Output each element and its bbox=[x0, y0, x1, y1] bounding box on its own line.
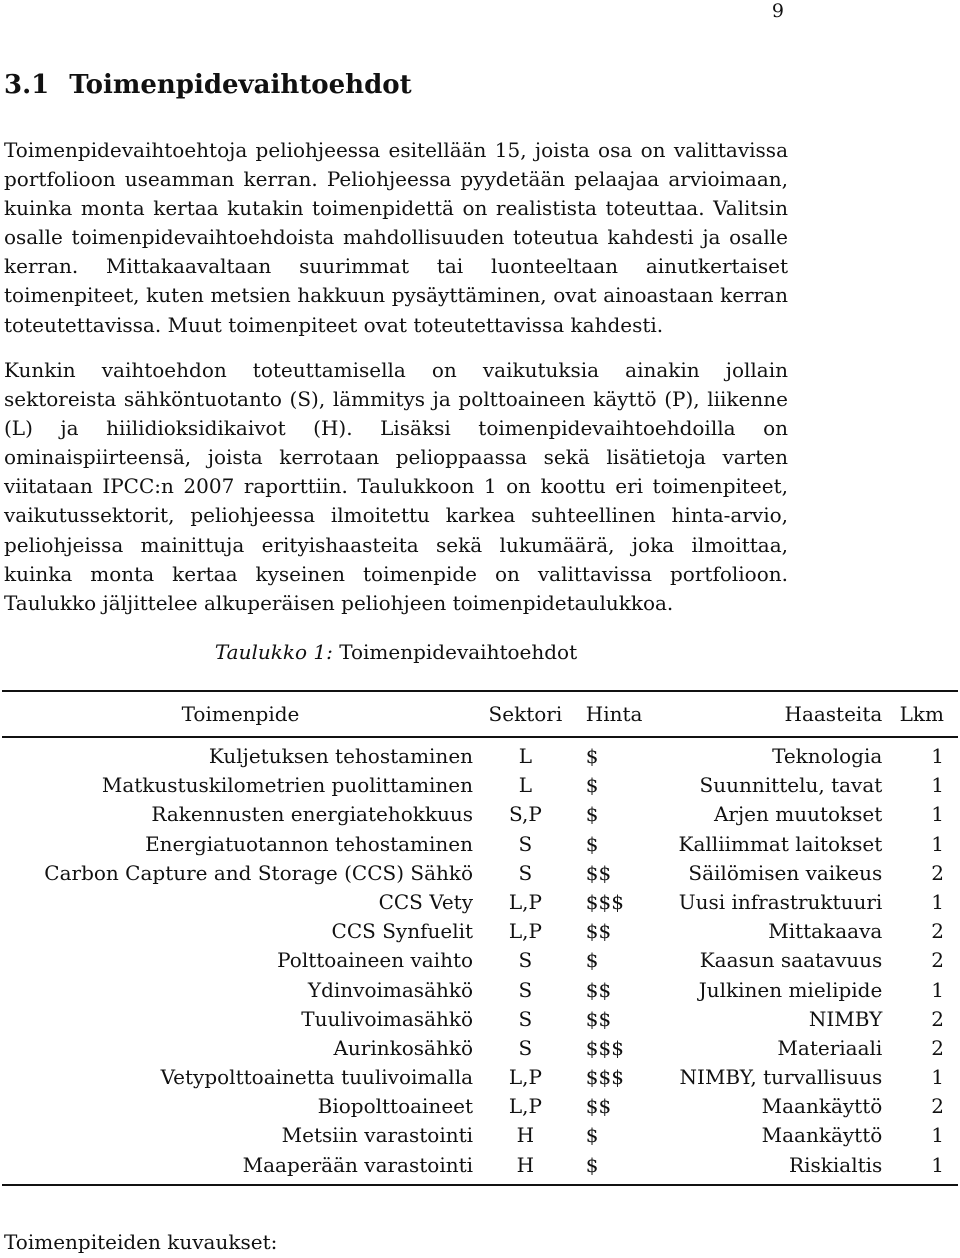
table-row bbox=[2, 1150, 958, 1185]
page-number: 9 bbox=[771, 0, 784, 22]
cell-toimenpide: Biopolttoaineet bbox=[317, 1094, 474, 1119]
header-sektori: Sektori bbox=[488, 702, 563, 726]
cell-hinta: $$$ bbox=[585, 1035, 624, 1060]
cell-hinta: $$ bbox=[585, 977, 612, 1002]
table-row bbox=[2, 1092, 958, 1121]
table-row bbox=[2, 917, 958, 946]
cell-sektori: S bbox=[518, 831, 533, 856]
table-row bbox=[2, 975, 958, 1004]
cell-sektori: L,P bbox=[508, 889, 542, 914]
cell-toimenpide: CCS Synfuelit bbox=[331, 919, 474, 944]
cell-sektori: S bbox=[518, 1035, 533, 1060]
cell-haasteita: Säilömisen vaikeus bbox=[688, 860, 883, 885]
cell-lkm: 2 bbox=[931, 1035, 944, 1060]
table-row bbox=[2, 800, 958, 829]
cell-toimenpide: Ydinvoimasähkö bbox=[307, 977, 474, 1002]
cell-lkm: 1 bbox=[931, 744, 944, 768]
cell-hinta: $ bbox=[585, 948, 599, 973]
cell-toimenpide: Energiatuotannon tehostaminen bbox=[145, 831, 474, 856]
cell-lkm: 1 bbox=[931, 889, 944, 914]
header-haasteita: Haasteita bbox=[784, 702, 883, 726]
cell-toimenpide: Polttoaineen vaihto bbox=[277, 948, 474, 973]
cell-lkm: 2 bbox=[931, 1094, 944, 1119]
cell-sektori: S bbox=[518, 860, 533, 885]
cell-haasteita: Arjen muutokset bbox=[713, 802, 883, 827]
cell-hinta: $$ bbox=[585, 860, 612, 885]
cell-sektori: L bbox=[518, 773, 533, 798]
table-caption bbox=[0, 640, 792, 664]
cell-hinta: $$ bbox=[585, 1006, 612, 1031]
table-caption-text: Toimenpidevaihtoehdot bbox=[339, 640, 578, 664]
cell-hinta: $ bbox=[585, 744, 599, 768]
cell-lkm: 1 bbox=[931, 802, 944, 827]
footer-text: Toimenpiteiden kuvaukset: bbox=[4, 1230, 278, 1254]
cell-lkm: 1 bbox=[931, 773, 944, 798]
cell-haasteita: NIMBY bbox=[808, 1006, 883, 1031]
cell-lkm: 1 bbox=[931, 1065, 944, 1090]
table-row bbox=[2, 1033, 958, 1062]
cell-haasteita: Riskialtis bbox=[789, 1152, 883, 1177]
cell-haasteita: Mittakaava bbox=[768, 919, 883, 944]
cell-lkm: 1 bbox=[931, 977, 944, 1002]
cell-lkm: 2 bbox=[931, 860, 944, 885]
cell-sektori: L,P bbox=[508, 919, 542, 944]
paragraph-intro: Toimenpidevaihtoehtoja peliohjeessa esitellään 15, joista osa on valittavissa portfolioon useamman kerran. Peliohjeessa pyydetään pelaajaa arvioimaan, kuinka monta kertaa kutakin toimenpidettä on realistista toteuttaa. Valitsin osalle toimenpidevaihtoehdoista mahdollisuuden toteutua kahdesti ja osalle kerran. Mittakaavaltaan suurimmat tai luonteeltaan ainutkertaiset toimenpiteet, kuten metsien hakkuun pysäyttäminen, ovat ainoastaan kerran toteutettavissa. Muut toimenpiteet ovat toteutettavissa kahdesti. bbox=[4, 138, 788, 337]
cell-lkm: 1 bbox=[931, 1123, 944, 1148]
table-row bbox=[2, 946, 958, 975]
cell-hinta: $$$ bbox=[585, 1065, 624, 1090]
cell-sektori: S bbox=[518, 1006, 533, 1031]
cell-toimenpide: Vetypolttoainetta tuulivoimalla bbox=[160, 1065, 474, 1090]
cell-haasteita: Julkinen mielipide bbox=[698, 977, 883, 1002]
cell-toimenpide: CCS Vety bbox=[378, 889, 474, 914]
header-lkm: Lkm bbox=[899, 702, 944, 726]
cell-lkm: 2 bbox=[931, 919, 944, 944]
table-row bbox=[2, 858, 958, 887]
cell-lkm: 2 bbox=[931, 1006, 944, 1031]
section-number: 3.1 bbox=[4, 70, 50, 100]
cell-haasteita: Kaasun saatavuus bbox=[699, 948, 883, 973]
cell-haasteita: Maankäyttö bbox=[761, 1123, 883, 1148]
section-heading bbox=[4, 70, 412, 100]
cell-sektori: S,P bbox=[509, 802, 542, 827]
cell-toimenpide: Tuulivoimasähkö bbox=[301, 1006, 474, 1031]
table-row bbox=[2, 1121, 958, 1150]
header-hinta: Hinta bbox=[585, 702, 643, 726]
measures-table-container bbox=[2, 690, 958, 1186]
table-header-row bbox=[2, 691, 958, 737]
cell-haasteita: Teknologia bbox=[772, 744, 883, 768]
table-row bbox=[2, 737, 958, 771]
cell-haasteita: Materiaali bbox=[777, 1035, 883, 1060]
cell-sektori: L,P bbox=[508, 1065, 542, 1090]
cell-lkm: 2 bbox=[931, 948, 944, 973]
cell-hinta: $ bbox=[585, 802, 599, 827]
cell-haasteita: NIMBY, turvallisuus bbox=[679, 1065, 883, 1090]
cell-sektori: H bbox=[516, 1152, 535, 1177]
cell-hinta: $$ bbox=[585, 1094, 612, 1119]
header-toimenpide: Toimenpide bbox=[181, 702, 300, 726]
cell-toimenpide: Carbon Capture and Storage (CCS) Sähkö bbox=[44, 860, 474, 885]
cell-sektori: S bbox=[518, 977, 533, 1002]
table-row bbox=[2, 771, 958, 800]
cell-hinta: $ bbox=[585, 1123, 599, 1148]
cell-hinta: $ bbox=[585, 1152, 599, 1177]
cell-sektori: S bbox=[518, 948, 533, 973]
cell-toimenpide: Aurinkosähkö bbox=[333, 1035, 474, 1060]
cell-hinta: $$ bbox=[585, 919, 612, 944]
paragraph-sectors: Kunkin vaihtoehdon toteuttamisella on vaikutuksia ainakin jollain sektoreista sähköntuotanto (S), lämmitys ja polttoaineen käyttö (P), liikenne (L) ja hiilidioksidikaivot (H). Lisäksi toimenpidevaihtoehdoilla on ominaispiirteensä, joista kerrotaan pelioppaassa sekä lisätietoja varten viitataan IPCC:n 2007 raporttiin. Taulukkoon 1 on koottu eri toimenpiteet, vaikutussektorit, peliohjeessa ilmoitettu karkea suhteellinen hinta-arvio, peliohjeissa mainittuja erityishaasteita sekä lukumäärä, joka ilmoittaa, kuinka monta kertaa kyseinen toimenpide on valittavissa portfolioon. Taulukko jäljittelee alkuperäisen peliohjeen toimenpidetaulukkoa. bbox=[4, 358, 788, 615]
cell-toimenpide: Maaperään varastointi bbox=[242, 1152, 474, 1177]
cell-sektori: H bbox=[516, 1123, 535, 1148]
cell-toimenpide: Kuljetuksen tehostaminen bbox=[208, 744, 474, 768]
cell-haasteita: Uusi infrastruktuuri bbox=[678, 889, 883, 914]
table-row bbox=[2, 887, 958, 916]
cell-toimenpide: Matkustuskilometrien puolittaminen bbox=[101, 773, 474, 798]
cell-hinta: $ bbox=[585, 831, 599, 856]
table-body bbox=[2, 737, 958, 1185]
cell-toimenpide: Rakennusten energiatehokkuus bbox=[151, 802, 474, 827]
cell-lkm: 1 bbox=[931, 831, 944, 856]
table-row bbox=[2, 1004, 958, 1033]
cell-sektori: L,P bbox=[508, 1094, 542, 1119]
cell-lkm: 1 bbox=[931, 1152, 944, 1177]
cell-haasteita: Suunnittelu, tavat bbox=[699, 773, 883, 798]
cell-hinta: $ bbox=[585, 773, 599, 798]
measures-table bbox=[2, 690, 958, 1186]
table-row bbox=[2, 1062, 958, 1091]
table-row bbox=[2, 829, 958, 858]
cell-haasteita: Maankäyttö bbox=[761, 1094, 883, 1119]
section-title: Toimenpidevaihtoehdot bbox=[69, 70, 412, 100]
cell-haasteita: Kalliimmat laitokset bbox=[678, 831, 883, 856]
cell-sektori: L bbox=[518, 744, 533, 768]
cell-toimenpide: Metsiin varastointi bbox=[281, 1123, 474, 1148]
table-caption-label: Taulukko 1: bbox=[214, 640, 333, 664]
cell-hinta: $$$ bbox=[585, 889, 624, 914]
